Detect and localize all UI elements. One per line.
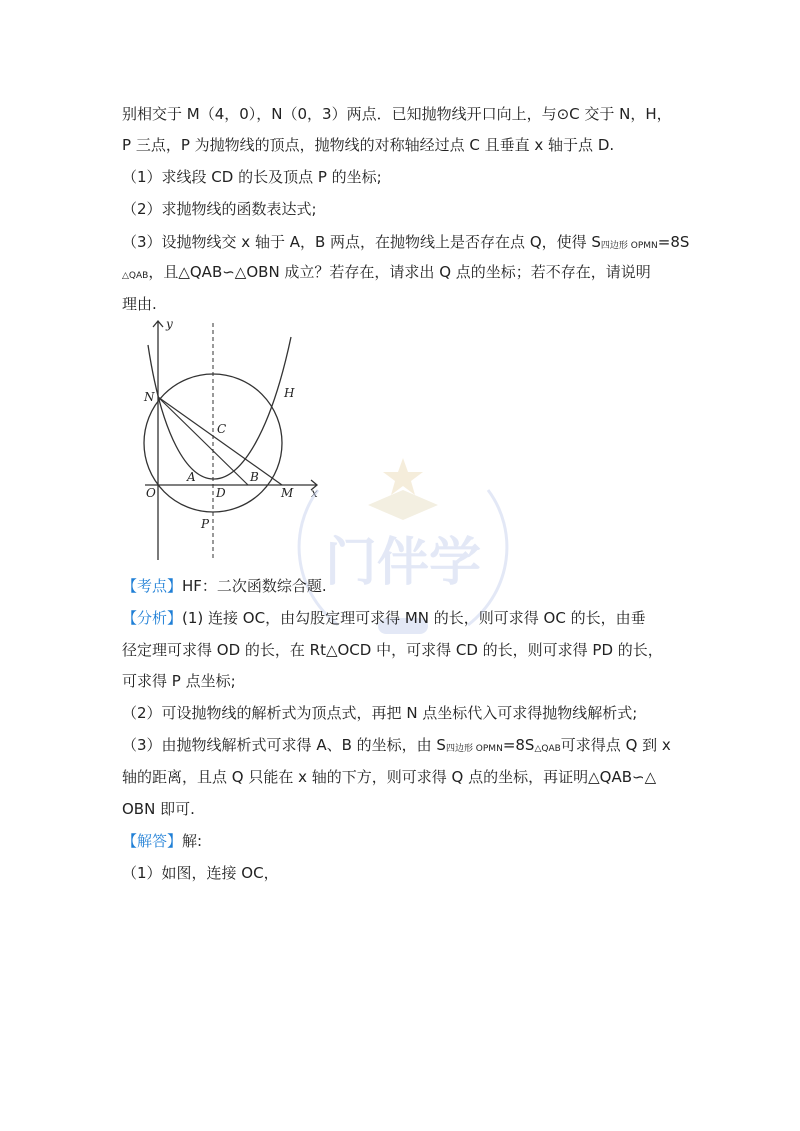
problem-line-1: 别相交于 M（4，0），N（0，3）两点．已知抛物线开口向上，与⊙C 交于 N，H，: [122, 105, 672, 123]
label-y: y: [166, 317, 173, 331]
jieda-line: [122, 831, 202, 851]
subscript-triangle-2: △QAB: [534, 744, 561, 754]
label-n: N: [144, 390, 155, 404]
problem-line-2: P 三点，P 为抛物线的顶点，抛物线的对称轴经过点 C 且垂直 x 轴于点 D.: [122, 136, 615, 154]
fenxi-line-6: 轴的距离，且点 Q 只能在 x 轴的下方，则可求得 Q 点的坐标，再证明△QAB∽△: [122, 768, 657, 786]
label-d: D: [216, 486, 226, 500]
question-3-text-2: ，且△QAB∽△OBN 成立？若存在，请求出 Q 点的坐标；若不存在，请说明: [148, 263, 651, 281]
subscript-quadrilateral-2: 四边形 OPMN: [445, 744, 503, 754]
fenxi-line-2: 径定理可求得 OD 的长，在 Rt△OCD 中，可求得 CD 的长，则可求得 PD 的长，: [122, 641, 663, 659]
fenxi-line-5: [122, 735, 671, 759]
fenxi-line-1: [122, 608, 646, 628]
fenxi-text-5-end: 可求得点 Q 到 x: [560, 736, 671, 754]
segment-nb: [158, 397, 248, 485]
label-a: A: [187, 470, 196, 484]
jieda-tag: 【解答】: [122, 832, 183, 850]
question-3-text: （3）设抛物线交 x 轴于 A，B 两点，在抛物线上是否存在点 Q，使得 S: [122, 233, 601, 251]
label-b: B: [250, 470, 259, 484]
fenxi-text-5: （3）由抛物线解析式可求得 A、B 的坐标，由 S: [122, 736, 446, 754]
fenxi-text-1: (1) 连接 OC，由勾股定理可求得 MN 的长，则可求得 OC 的长，由垂: [182, 609, 646, 627]
kaodian-line: [122, 576, 327, 596]
label-m: M: [281, 486, 294, 500]
kaodian-tag: 【考点】: [122, 577, 183, 595]
kaodian-text: HF：二次函数综合题.: [182, 577, 327, 595]
question-3-eq: =8S: [657, 233, 690, 251]
watermark-text: 门伴学: [324, 534, 482, 592]
solution-step-1: （1）如图，连接 OC，: [122, 864, 279, 882]
label-x: x: [311, 486, 318, 500]
subscript-quadrilateral: 四边形 OPMN: [600, 241, 658, 251]
jieda-text: 解:: [182, 832, 203, 850]
label-c: C: [217, 422, 227, 436]
question-1: （1）求线段 CD 的长及顶点 P 的坐标;: [122, 168, 382, 186]
fenxi-eq: =8S: [502, 736, 535, 754]
question-3-line-1: [122, 232, 689, 256]
question-3-line-3: 理由.: [122, 295, 157, 313]
label-h: H: [284, 386, 295, 400]
label-p: P: [201, 517, 210, 531]
question-2: （2）求抛物线的函数表达式;: [122, 200, 317, 218]
segment-nm: [158, 397, 282, 485]
fenxi-line-4: （2）可设抛物线的解析式为顶点式，再把 N 点坐标代入可求得抛物线解析式;: [122, 704, 638, 722]
fenxi-line-3: 可求得 P 点坐标;: [122, 672, 236, 690]
fenxi-line-7: OBN 即可.: [122, 800, 195, 818]
graduation-cap-icon: [368, 490, 438, 520]
fenxi-tag: 【分析】: [122, 609, 183, 627]
label-o: O: [146, 486, 156, 500]
question-3-line-2: [122, 262, 651, 286]
subscript-triangle: △QAB: [122, 271, 149, 281]
star-icon: [383, 458, 423, 495]
